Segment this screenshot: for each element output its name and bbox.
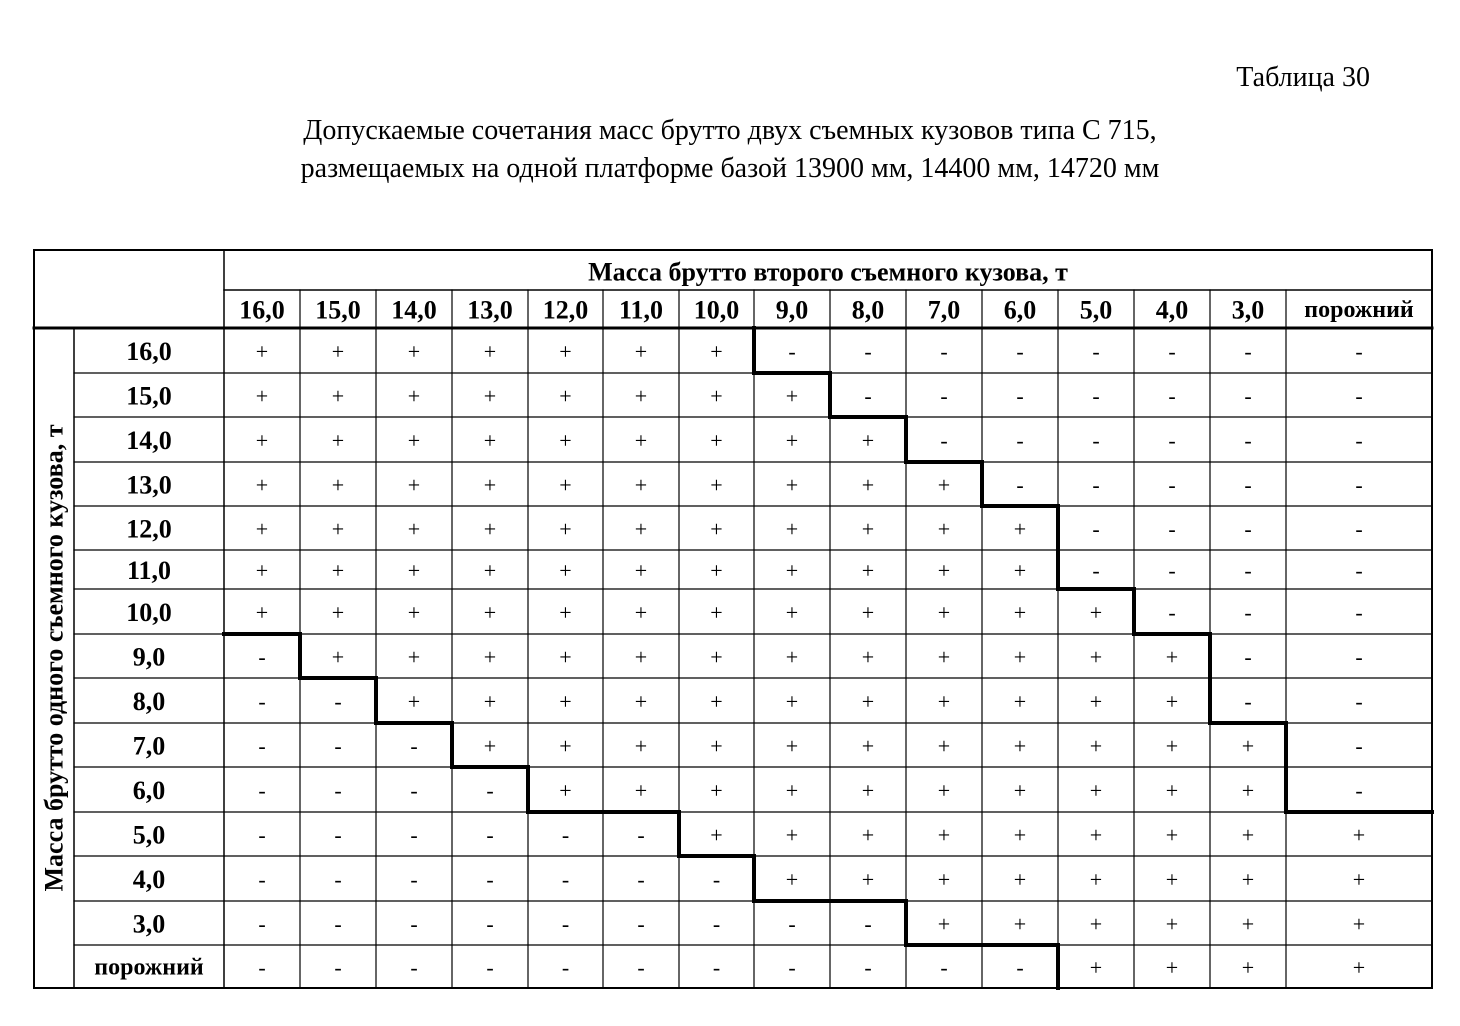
cell-allowed: + — [1013, 822, 1027, 848]
cell-allowed: + — [1241, 911, 1255, 937]
cell-allowed: + — [785, 778, 799, 803]
cell-allowed: + — [559, 644, 572, 670]
col-header: 10,0 — [693, 295, 740, 325]
cell-allowed: + — [634, 558, 648, 583]
cell-allowed: + — [634, 733, 648, 759]
cell-forbidden: - — [864, 911, 872, 937]
cell-forbidden: - — [864, 955, 872, 980]
cell-allowed: + — [861, 428, 875, 453]
cell-forbidden: - — [1016, 428, 1024, 453]
row-header: 10,0 — [126, 598, 172, 627]
cell-allowed: + — [1013, 778, 1027, 803]
col-header: 4,0 — [1155, 295, 1189, 325]
cell-allowed: + — [634, 778, 648, 803]
col-group-header: Масса брутто второго съемного кузова, т — [588, 257, 1068, 287]
cell-forbidden: - — [1355, 516, 1363, 542]
cell-allowed: + — [634, 472, 648, 498]
cell-forbidden: - — [1092, 339, 1100, 364]
cell-forbidden: - — [1168, 516, 1176, 542]
cell-forbidden: - — [1092, 558, 1100, 583]
cell-allowed: + — [1089, 822, 1103, 848]
cell-allowed: + — [937, 472, 951, 498]
cell-forbidden: - — [712, 911, 721, 937]
cell-allowed: + — [710, 822, 723, 848]
cell-allowed: + — [1089, 600, 1103, 625]
cell-allowed: + — [1241, 867, 1255, 892]
cell-forbidden: - — [1355, 558, 1363, 583]
cell-forbidden: - — [1244, 600, 1252, 625]
cell-forbidden: - — [864, 339, 872, 364]
cell-forbidden: - — [1244, 644, 1252, 670]
cell-forbidden: - — [712, 867, 721, 892]
col-header: 3,0 — [1231, 295, 1265, 325]
cell-allowed: + — [331, 383, 345, 409]
cell-allowed: + — [559, 558, 572, 583]
cell-allowed: + — [785, 733, 799, 759]
cell-forbidden: - — [1168, 558, 1176, 583]
cell-forbidden: - — [334, 778, 342, 803]
cell-forbidden: - — [334, 822, 342, 848]
cell-forbidden: - — [486, 867, 494, 892]
cell-allowed: + — [559, 733, 572, 759]
cell-allowed: + — [1165, 778, 1179, 803]
cell-allowed: + — [483, 472, 497, 498]
row-header: 5,0 — [132, 820, 166, 850]
cell-allowed: + — [407, 558, 421, 583]
cell-allowed: + — [483, 733, 497, 759]
cell-allowed: + — [861, 516, 875, 542]
cell-allowed: + — [1165, 822, 1179, 848]
cell-forbidden: - — [864, 383, 872, 409]
row-group-header: Масса брутто одного съемного кузова, т — [39, 424, 69, 892]
cell-allowed: + — [1089, 644, 1103, 670]
cell-forbidden: - — [561, 955, 570, 980]
cell-allowed: + — [331, 600, 345, 625]
cell-allowed: + — [1089, 867, 1103, 892]
cell-allowed: + — [331, 516, 345, 542]
cell-allowed: + — [937, 733, 951, 759]
cell-allowed: + — [634, 339, 648, 364]
cell-allowed: + — [1241, 733, 1255, 759]
cell-allowed: + — [255, 339, 269, 364]
cell-forbidden: - — [1168, 428, 1176, 453]
cell-forbidden: - — [334, 867, 342, 892]
cell-allowed: + — [861, 600, 875, 625]
cell-allowed: + — [785, 822, 799, 848]
row-header: 4,0 — [132, 865, 166, 894]
col-header: 13,0 — [467, 295, 513, 325]
cell-allowed: + — [1013, 516, 1027, 542]
cell-allowed: + — [710, 516, 723, 542]
cell-forbidden: - — [1355, 339, 1363, 364]
cell-allowed: + — [937, 516, 951, 542]
cell-forbidden: - — [788, 955, 796, 980]
cell-allowed: + — [1165, 867, 1179, 892]
cell-allowed: + — [1165, 955, 1179, 980]
cell-allowed: + — [710, 778, 723, 803]
cell-forbidden: - — [1168, 600, 1176, 625]
cell-forbidden: - — [1355, 428, 1363, 453]
cell-allowed: + — [710, 339, 723, 364]
row-header: 9,0 — [132, 642, 166, 672]
cell-forbidden: - — [1016, 339, 1024, 364]
cell-allowed: + — [559, 339, 572, 364]
cell-allowed: + — [937, 778, 951, 803]
col-header: 14,0 — [391, 295, 437, 325]
cell-forbidden: - — [410, 733, 418, 759]
cell-allowed: + — [785, 867, 799, 892]
cell-forbidden: - — [258, 689, 266, 714]
cell-allowed: + — [1089, 733, 1103, 759]
cell-allowed: + — [407, 339, 421, 364]
cell-allowed: + — [634, 383, 648, 409]
cell-forbidden: - — [940, 428, 948, 453]
cell-forbidden: - — [410, 822, 418, 848]
cell-allowed: + — [483, 516, 497, 542]
cell-forbidden: - — [561, 822, 570, 848]
cell-allowed: + — [559, 778, 572, 803]
cell-allowed: + — [1013, 558, 1027, 583]
cell-allowed: + — [255, 428, 269, 453]
cell-allowed: + — [483, 689, 497, 714]
cell-forbidden: - — [1092, 516, 1100, 542]
cell-allowed: + — [483, 383, 497, 409]
cell-forbidden: - — [637, 822, 645, 848]
cell-allowed: + — [861, 822, 875, 848]
cell-allowed: + — [710, 383, 723, 409]
cell-allowed: + — [710, 558, 723, 583]
cell-allowed: + — [559, 472, 572, 498]
cell-allowed: + — [785, 644, 799, 670]
cell-allowed: + — [937, 867, 951, 892]
cell-forbidden: - — [940, 383, 948, 409]
cell-allowed: + — [1241, 822, 1255, 848]
cell-allowed: + — [559, 600, 572, 625]
cell-forbidden: - — [410, 867, 418, 892]
cell-forbidden: - — [1244, 558, 1252, 583]
row-header: 8,0 — [132, 687, 166, 716]
cell-allowed: + — [785, 383, 799, 409]
cell-allowed: + — [407, 689, 421, 714]
cell-forbidden: - — [486, 778, 494, 803]
cell-forbidden: - — [1092, 428, 1100, 453]
cell-allowed: + — [710, 644, 723, 670]
row-header: 14,0 — [126, 426, 172, 455]
col-header: 8,0 — [851, 295, 885, 325]
cell-allowed: + — [1352, 867, 1366, 892]
col-header: 5,0 — [1079, 295, 1113, 325]
cell-forbidden: - — [1244, 428, 1252, 453]
cell-forbidden: - — [334, 911, 342, 937]
cell-forbidden: - — [561, 911, 570, 937]
cell-allowed: + — [331, 558, 345, 583]
cell-allowed: + — [1352, 822, 1366, 848]
col-header: 15,0 — [315, 295, 361, 325]
cell-allowed: + — [710, 472, 723, 498]
cell-forbidden: - — [410, 911, 418, 937]
document-title-line-2: размещаемых на одной платформе базой 13900 мм, 14400 мм, 14720 мм — [300, 153, 1160, 184]
row-header: 6,0 — [132, 776, 166, 805]
cell-forbidden: - — [258, 644, 266, 670]
col-header: 6,0 — [1003, 295, 1037, 325]
cell-forbidden: - — [1355, 644, 1363, 670]
cell-allowed: + — [1089, 778, 1103, 803]
cell-allowed: + — [785, 428, 799, 453]
cell-allowed: + — [710, 600, 723, 625]
row-header: 12,0 — [126, 514, 172, 544]
cell-allowed: + — [937, 558, 951, 583]
cell-allowed: + — [1013, 867, 1027, 892]
cell-forbidden: - — [561, 867, 570, 892]
cell-allowed: + — [559, 689, 572, 714]
cell-allowed: + — [255, 600, 269, 625]
cell-allowed: + — [407, 428, 421, 453]
cell-forbidden: - — [637, 867, 645, 892]
cell-allowed: + — [937, 822, 951, 848]
cell-allowed: + — [407, 383, 421, 409]
cell-allowed: + — [1013, 733, 1027, 759]
cell-allowed: + — [1241, 955, 1255, 980]
cell-allowed: + — [710, 428, 723, 453]
cell-allowed: + — [1013, 644, 1027, 670]
cell-allowed: + — [407, 644, 421, 670]
cell-allowed: + — [407, 516, 421, 542]
cell-forbidden: - — [1355, 383, 1363, 409]
cell-forbidden: - — [486, 911, 494, 937]
cell-allowed: + — [331, 339, 345, 364]
cell-allowed: + — [407, 472, 421, 498]
cell-forbidden: - — [1016, 955, 1024, 980]
cell-allowed: + — [1013, 689, 1027, 714]
col-header: 7,0 — [927, 295, 961, 325]
cell-forbidden: - — [1016, 472, 1024, 498]
cell-forbidden: - — [1244, 383, 1252, 409]
cell-forbidden: - — [1244, 339, 1252, 364]
cell-allowed: + — [1089, 955, 1103, 980]
cell-forbidden: - — [258, 778, 266, 803]
cell-forbidden: - — [637, 955, 645, 980]
cell-allowed: + — [483, 644, 497, 670]
row-header: 13,0 — [126, 470, 172, 500]
cell-allowed: + — [407, 600, 421, 625]
cell-allowed: + — [634, 428, 648, 453]
cell-forbidden: - — [1244, 472, 1252, 498]
table-number: Таблица 30 — [1236, 62, 1370, 93]
cell-allowed: + — [710, 689, 723, 714]
cell-forbidden: - — [258, 911, 266, 937]
cell-allowed: + — [634, 689, 648, 714]
cell-allowed: + — [331, 472, 345, 498]
cell-allowed: + — [1165, 911, 1179, 937]
row-header: 16,0 — [126, 337, 172, 366]
cell-allowed: + — [559, 428, 572, 453]
cell-allowed: + — [1165, 733, 1179, 759]
cell-allowed: + — [483, 600, 497, 625]
cell-allowed: + — [1352, 955, 1366, 980]
cell-forbidden: - — [788, 911, 796, 937]
cell-forbidden: - — [1355, 689, 1363, 714]
cell-forbidden: - — [486, 822, 494, 848]
document-title-line-1: Допускаемые сочетания масс брутто двух съемных кузовов типа С 715, — [303, 115, 1157, 146]
cell-allowed: + — [785, 689, 799, 714]
cell-forbidden: - — [1244, 516, 1252, 542]
cell-allowed: + — [634, 516, 648, 542]
cell-allowed: + — [483, 428, 497, 453]
cell-allowed: + — [861, 472, 875, 498]
cell-allowed: + — [483, 558, 497, 583]
cell-allowed: + — [861, 689, 875, 714]
cell-allowed: + — [785, 558, 799, 583]
cell-forbidden: - — [1244, 689, 1252, 714]
cell-allowed: + — [255, 558, 269, 583]
cell-forbidden: - — [1355, 600, 1363, 625]
cell-forbidden: - — [940, 339, 948, 364]
cell-forbidden: - — [410, 955, 418, 980]
row-header: 7,0 — [132, 731, 166, 761]
cell-allowed: + — [634, 644, 648, 670]
col-header: 16,0 — [239, 295, 285, 325]
row-header: 3,0 — [132, 909, 166, 939]
cell-allowed: + — [785, 472, 799, 498]
row-header: 15,0 — [126, 381, 172, 411]
cell-forbidden: - — [788, 339, 796, 364]
cell-forbidden: - — [258, 822, 266, 848]
cell-allowed: + — [1013, 911, 1027, 937]
cell-forbidden: - — [1168, 339, 1176, 364]
col-header: 12,0 — [542, 295, 589, 325]
cell-allowed: + — [1013, 600, 1027, 625]
cell-allowed: + — [861, 733, 875, 759]
cell-forbidden: - — [410, 778, 418, 803]
cell-allowed: + — [1241, 778, 1255, 803]
cell-forbidden: - — [1016, 383, 1024, 409]
cell-forbidden: - — [940, 955, 948, 980]
cell-allowed: + — [1352, 911, 1366, 937]
row-header: 11,0 — [126, 556, 172, 585]
cell-allowed: + — [710, 733, 723, 759]
cell-forbidden: - — [334, 955, 342, 980]
cell-allowed: + — [255, 516, 269, 542]
cell-allowed: + — [634, 600, 648, 625]
cell-forbidden: - — [1092, 383, 1100, 409]
cell-forbidden: - — [1168, 472, 1176, 498]
col-header: 9,0 — [775, 295, 809, 325]
cell-allowed: + — [559, 383, 572, 409]
cell-forbidden: - — [334, 733, 342, 759]
cell-allowed: + — [861, 778, 875, 803]
cell-allowed: + — [331, 644, 345, 670]
cell-allowed: + — [937, 911, 951, 937]
cell-allowed: + — [1165, 689, 1179, 714]
cell-forbidden: - — [712, 955, 721, 980]
cell-forbidden: - — [258, 867, 266, 892]
col-header: порожний — [1304, 297, 1414, 323]
cell-forbidden: - — [334, 689, 342, 714]
cell-allowed: + — [1089, 689, 1103, 714]
cell-allowed: + — [1089, 911, 1103, 937]
cell-forbidden: - — [1355, 733, 1363, 759]
cell-forbidden: - — [258, 955, 266, 980]
cell-forbidden: - — [1355, 472, 1363, 498]
cell-allowed: + — [937, 644, 951, 670]
cell-allowed: + — [937, 689, 951, 714]
cell-allowed: + — [861, 558, 875, 583]
cell-forbidden: - — [637, 911, 645, 937]
cell-forbidden: - — [1092, 472, 1100, 498]
cell-forbidden: - — [486, 955, 494, 980]
cell-allowed: + — [331, 428, 345, 453]
cell-allowed: + — [785, 516, 799, 542]
row-header: порожний — [94, 954, 204, 981]
col-header: 11,0 — [618, 295, 664, 325]
cell-forbidden: - — [1168, 383, 1176, 409]
cell-allowed: + — [785, 600, 799, 625]
cell-allowed: + — [1165, 644, 1179, 670]
cell-allowed: + — [255, 472, 269, 498]
cell-allowed: + — [861, 644, 875, 670]
cell-forbidden: - — [1355, 778, 1363, 803]
cell-allowed: + — [483, 339, 497, 364]
cell-allowed: + — [861, 867, 875, 892]
cell-allowed: + — [937, 600, 951, 625]
cell-allowed: + — [255, 383, 269, 409]
cell-allowed: + — [559, 516, 572, 542]
cell-forbidden: - — [258, 733, 266, 759]
